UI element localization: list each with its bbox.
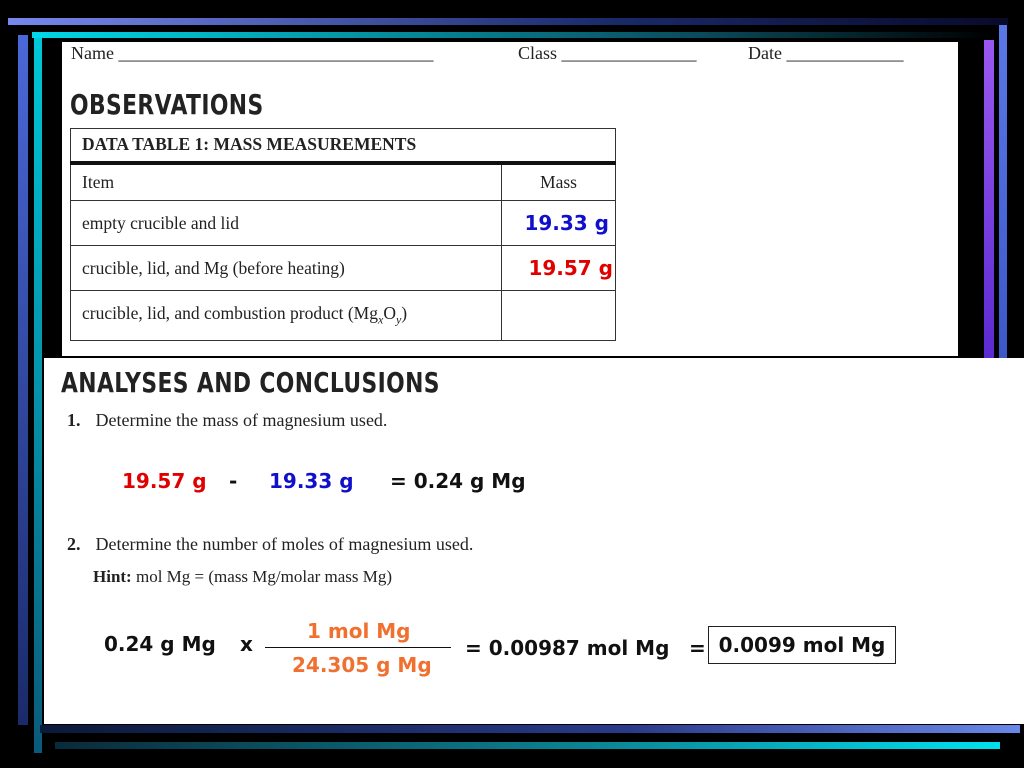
frame-bar-left (18, 35, 28, 725)
date-field (748, 43, 903, 64)
name-line: ___________________________________ (118, 43, 434, 63)
calc2-equals: = (689, 636, 706, 660)
frame-bar-top-cyan (32, 32, 992, 38)
frame-bar-top (8, 18, 1008, 25)
date-line: _____________ (786, 43, 904, 63)
calc2-given: 0.24 g Mg (104, 632, 216, 656)
question-number: 1. (67, 410, 81, 430)
data-table-mass (70, 128, 616, 341)
row-item: crucible, lid, and Mg (before heating) (71, 246, 502, 291)
frame-bar-right-blue (999, 25, 1007, 360)
row-mass: 19.57 g (502, 246, 616, 291)
question-text: Determine the number of moles of magnesium used. (95, 534, 474, 554)
calc1-minuend: 19.57 g (122, 469, 207, 493)
fraction-bar (265, 647, 451, 648)
calc1-minus: - (229, 469, 238, 493)
class-line: _______________ (561, 43, 697, 63)
calc2-numerator: 1 mol Mg (307, 619, 411, 643)
calc1-result: = 0.24 g Mg (390, 469, 526, 493)
frame-bar-right-purple (984, 40, 994, 360)
frame-bar-bottom-cyan (55, 742, 1000, 749)
table-row (71, 246, 616, 291)
col-header-item: Item (71, 163, 502, 201)
observations-heading: OBSERVATIONS (70, 88, 264, 121)
header-fields (71, 43, 433, 64)
frame-bar-bottom (40, 725, 1020, 733)
analyses-heading: ANALYSES AND CONCLUSIONS (61, 366, 440, 399)
col-header-mass: Mass (502, 163, 616, 201)
date-label: Date (748, 43, 782, 63)
table-row (71, 291, 616, 341)
final-answer-box: 0.0099 mol Mg (708, 626, 896, 664)
hint-label: Hint: (93, 567, 132, 586)
frame-bar-left-cyan (34, 38, 42, 753)
class-label: Class (518, 43, 558, 63)
question-text: Determine the mass of magnesium used. (95, 410, 388, 430)
question-2 (67, 534, 473, 555)
row-mass-empty (502, 291, 616, 341)
question-number: 2. (67, 534, 81, 554)
table-row (71, 201, 616, 246)
calc2-times: x (240, 632, 253, 656)
table-title: DATA TABLE 1: MASS MEASUREMENTS (71, 129, 616, 163)
name-label: Name (71, 43, 114, 63)
row-item: crucible, lid, and combustion product $(Mg_xO_y)$ (71, 291, 502, 341)
calc2-denominator: 24.305 g Mg (292, 653, 432, 677)
row-mass: 19.33 g (502, 201, 616, 246)
calc1-subtrahend: 19.33 g (269, 469, 354, 493)
row-item: empty crucible and lid (71, 201, 502, 246)
hint-text: mol Mg = (mass Mg/molar mass Mg) (135, 567, 393, 586)
class-field (518, 43, 697, 64)
calc2-result: = 0.00987 mol Mg (465, 636, 670, 660)
hint (93, 567, 392, 587)
question-1 (67, 410, 387, 431)
